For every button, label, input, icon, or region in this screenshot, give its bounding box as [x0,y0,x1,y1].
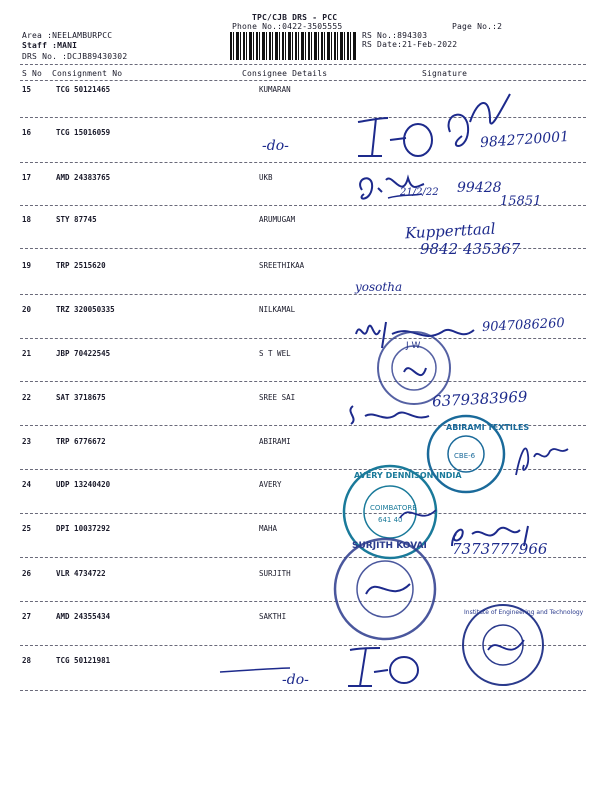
row-consignee: SREETHIKAA [259,261,305,270]
stamp-text: COIMBATORE [370,504,417,512]
phone-row-20: 9047086260 [481,315,566,336]
row-divider [20,294,586,295]
row-consignee: SURJITH [259,569,291,578]
row-sno: 24 [22,480,32,489]
row-consignee: MAHA [259,524,278,533]
row-sno: 25 [22,524,32,533]
row-consignment: AMD 24383765 [56,173,111,182]
row-consignment: TRP 6776672 [56,437,106,446]
row-consignment: VLR 4734722 [56,569,106,578]
row-sno: 28 [22,656,32,665]
row-consignment: JBP 70422545 [56,349,111,358]
phone-row-22: 6379383969 [431,387,528,411]
row-consignee: SREE SAI [259,393,296,402]
page-number: Page No.:2 [452,22,503,31]
signature-row-23 [510,435,570,485]
row-sno: 20 [22,305,32,314]
company-stamp-row-27 [458,600,584,690]
row-consignment: AMD 24355434 [56,612,111,621]
col-header-consignee: Consignee Details [242,69,328,78]
barcode [230,32,356,60]
col-header-sno: S No [22,69,43,78]
row-consignee: S T WEL [259,349,291,358]
row-consignee: AVERY [259,480,282,489]
signature-row-28 [220,640,360,700]
row-consignee: SAKTHI [259,612,287,621]
row-sno: 19 [22,261,32,270]
row-consignment: TCG 50121465 [56,85,111,94]
area-label: Area :NEELAMBURPCC [22,31,113,40]
row-divider [20,162,586,163]
signature-row-22 [345,400,435,430]
row-sno: 26 [22,569,32,578]
phone-row-16: 9842720001 [479,128,570,152]
header-divider [20,80,586,81]
row-sno: 17 [22,173,32,182]
phone-row-25: 7373777966 [452,540,548,558]
document-title: TPC/CJB DRS - PCC [252,13,338,22]
row-consignment: TRP 2515620 [56,261,106,270]
row-consignment: TCG 50121981 [56,656,111,665]
rs-date: RS Date:21-Feb-2022 [362,40,458,49]
stamp-text: 641 40 [378,516,403,524]
stamp-text: CBE-6 [454,452,476,460]
stamp-text: Institute of Engineering and Technology [464,609,584,616]
row-divider [20,513,586,514]
rs-number: RS No.:894303 [362,31,428,40]
row-consignment: TRZ 320050335 [56,305,115,314]
row-consignment: TCG 15016059 [56,128,111,137]
ditto-mark: -do- [262,138,289,154]
stamp-text: AVERY DENNISON INDIA [354,471,462,480]
row-sno: 18 [22,215,32,224]
drs-number: DRS No. :DCJB89430302 [22,52,128,61]
name-row-19: yosotha [355,280,403,294]
row-consignee: ARUMUGAM [259,215,296,224]
phone-row-17-b: 15851 [500,194,542,209]
header-divider [20,64,586,65]
row-divider [20,338,586,339]
name-row-18: Kupperttaal [404,219,496,243]
row-sno: 27 [22,612,32,621]
row-consignment: STY 87745 [56,215,97,224]
row-consignee: UKB [259,173,273,182]
col-header-consignment: Consignment No [52,69,123,78]
row-consignee: ABIRAMI [259,437,291,446]
stamp-text: J W [406,341,421,351]
row-consignee: NILKAMAL [259,305,296,314]
row-consignment: UDP 13240420 [56,480,111,489]
row-consignee: KUMARAN [259,85,291,94]
row-sno: 15 [22,85,32,94]
stamp-text: SURJITH KOVAI [352,541,427,551]
row-sno: 23 [22,437,32,446]
stamp-text: ABIRAMI TEXTILES [446,423,530,432]
row-consignment: SAT 3718675 [56,393,106,402]
phone-row-18: 9842 435367 [420,240,521,258]
phone-row-17-a: 99428 [457,180,502,196]
company-stamp-row-26 [330,534,440,644]
row-consignment: DPI 10037292 [56,524,111,533]
row-sno: 16 [22,128,32,137]
col-header-signature: Signature [422,69,468,78]
signature-row-28-circle [372,648,432,688]
row-sno: 21 [22,349,32,358]
staff-label: Staff :MANI [22,41,78,50]
row-sno: 22 [22,393,32,402]
row-divider [20,381,586,382]
ditto-mark: -do- [282,672,309,688]
date-row-17: 21/2/22 [400,187,439,198]
phone-number: Phone No.:0422-3505555 [232,22,343,31]
